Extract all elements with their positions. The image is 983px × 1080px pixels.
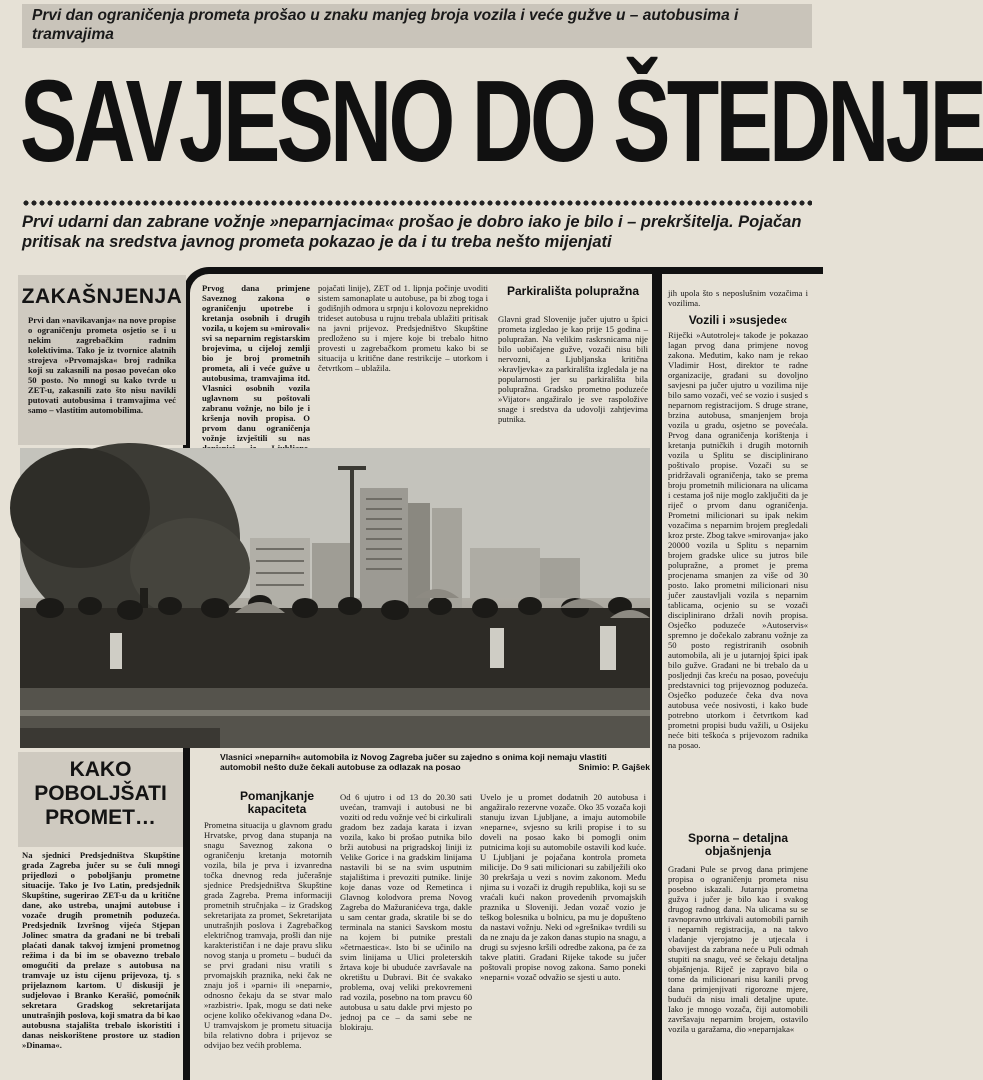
column-three: pojačati linije), ZET od 1. lipnja počinje uvoditi sistem samonaplate u autobuse, pa bi zbog toga i godišnjih odmora u srpnju i kolovozu neprekidno trideset autobusa u rujnu trebala ublažiti pritisak na javni prijevoz. Predsjedništvo Skupštine predloženo su i mjere koje bi trebalo hitno provesti u zagrebačkom prometu kako bi se situacija u kritične dane restrikcije – utorkom i četvrtkom – ublažila. [318,283,488,373]
vozili-lead: jih upola što s neposlušnim vozačima i vozilima. [668,288,808,308]
dotted-rule [22,198,812,208]
sporna-title: Sporna – detaljna objašnjenja [687,831,789,858]
ljubljana-column: Uvelo je u promet dodatnih 20 autobusa i angažiralo rezervne vozače. Oko 35 vozača koji stanuju izvan Ljubljane, a imaju automobile »neparne«, svjesno su krili propise i to su doveli na posao kako bi pomogli onim putnicima koji su automobile ostavili kod kuće. U Ljubljani je pojačana kontrola prometa milicije. Do 9 sati milicionari su zabilježili oko 30 prekršaja u vezi s novim zakonom. Među njima su i vozači iz drugih republika, koji su se vraćali kući nakon provedenih prvomajskih praznika u Sloveniji. Jedan vozač vozio je teškog bolesnika u bolnicu, pa mu je dopušteno da nastavi vožnju. Neki od »grešnika« tvrdili su da ne znaju da je zakon danas stupio na snagu, a drugi su svjesno kršili odredbe zakona, pa će za takve platiti. Građani Rijeke takođe su jučer poštovali propise novog zakona. Samo poneki »neparni« vozač odvažio se sjesti u auto. [480,792,646,982]
vozili-body: Riječki »Autotrolej« takođe je pokazao lagan prvog dana primjene novog zakona. Međutim, kako nam je rekao Vladimir Host, direktor te radne organizacije, građani su dovoljno savjesni pa jučer ujutro u vozilima nije bilo samo vozači, već se vozio i susjed s neparnom registracijom. S druge strane, brzina autobusa, smanjenjem broja vozila u gradu, osjetno se povećala. Prvog dana ograničenja korištenja i kretanja putničkih i drugih motornih vozila u Splitu se disciplinirano poštivalo propise. Vozači su se pridržavali ograničenja, tako se prema broju prometnih milicionara na ulicama i cestama još nije moglo zaključiti da je riječ o prvom danu ograničenja. Prometni milicionari su ipak nekim vozačima s neparnim brojem pregledali kroz prste. Zbog takve »mirovanja« jako 20000 vozila u Splitu s neparnim brojem gradske ulice su jutros bile polupražne, a promet je prema procjenama smanjen za više od 30 posto. Iako prometni milicionari nisu jučer zaustavljali vozila s neparnim tablicama, ocjenio su se vozači disciplinirano držali novih propisa. Osječko poduzeće »Autoservis« spremno je dočekalo zabranu vožnje za 50 posto registriranih osobnih automobila, ali je u jutarnjoj špici ipak bilo gužve. Građani ne bi trebalo da u posljednji čas kreću na posao, povećuju predstavnici tog prijevoznog poduzeća. Osječko poduzeće čeka dva nova autobusa veće nosivosti, i kako bude potrebno utorkom i četvrtkom kad prometni propisi budu važili, u Osijeku neće biti teškoća s prijevozom radnika na posao. [668,330,808,750]
middle-column: Od 6 ujutro i od 13 do 20.30 sati uvećan, tramvaji i autobusi ne bi voziti od redu vožnje već bi cirkulirali gradom bez zadaja karata i izvan vozila, kako bi prošao putnika bilo brži autobusi na prigradskoj liniji iz Velike Gorice i na gradskim linijama nastavili bi se na svim usputnim stajalištima i prevoziti putnike. linije koje danas voze od Remetinca i Glavnog kolodvora prema Novog Zagreba do Mažuranićeva trga, dakle u sam centar grada, skratile bi se do terminala na stanici Savskom mostu na kojem bi putnike prestali »četrnaestica«. Isto bi se učinilo na svim linijama u Ulici proleterskih žrtava koje bi ubuduće završavale na okretištu u Dubravi. Bit će svakako problema, ovaj veliki prekovremeni rad vozila, posebno na tom pravcu 60 autobusa u satu dakle prvi mjesto po jednoj pa ce – da sami sebe ne blokiraju. [340,792,472,1032]
parkiralista-body: Glavni grad Slovenije jučer ujutro u špici prometa izgledao je kao prije 15 godina – polupražan. Na velikim raskrsnicama nije bilo uobičajene gužve, vozači nisu bili nervozni, a Ljubljanska kritična »kravljevka« za parkirališta izgledala je na popularnosti jer su parkirališta bila polupražna. Gradsko prometno poduzeće »Vijator« angažiralo je sve raspoložive snage i sredstva da udovolji zahtjevima putnika. [498,314,648,424]
deck-subheadline: Prvi udarni dan zabrane vožnje »neparnjacima« prošao je dobro iako je bilo i – prekršitelja. Pojačan pritisak na sredstva javnog prometa pokazao je da i tu treba nešto mijenjati [22,213,802,251]
caption-credit: Snimio: P. Gajšek [578,762,650,772]
photo-caption [220,752,650,772]
vozili-title: Vozili i »susjede« [688,313,788,327]
story-frame-divider [652,267,662,1080]
caption-text: Vlasnici »neparnih« automobila iz Novog Zagreba jučer su zajedno s onima koji nemaju vlastiti automobil nešto duže čekali autobuse za odlazak na posao [220,752,607,772]
zakasnjenja-box [18,275,186,445]
headline: SAVJESNO DO ŠTEDNJE [20,56,983,186]
news-photo [20,448,650,748]
sporna-body: Građani Pule se prvog dana primjene propisa o ograničenju prometa nisu posebno iskazali. Jutarnja prometna gužva i jučer je bilo kao i svakog drugog radnog dana. Na ulicama su se ravnopravno utrkivali automobili parnih i neparnih registracija, a na takvo vladanje vjerojatno je utjecala i obavijest da zabrana neće u Puli odmah stupiti na snagu, već se čekaju detaljna objašnjenja. Riječ je zapravo bila o tome da milicionari nisu kanili prvog dana primjenjivati rigorozne mjere, budući da nisu imali detaljne upute. Iako je mnogo vozača, čiji automobili završavaju neparnim brojem, ostavilo vozila u garažama, dio »neparnjaka« [668,864,808,1034]
kicker-text: Prvi dan ograničenja prometa prošao u znaku manjeg broja vozila i veće gužve u – autobusima i tramvajima [32,7,739,43]
kako-title: KAKO POBOLJŠATI PROMET… [34,758,167,829]
kako-body: Na sjednici Predsjedništva Skupštine grada Zagreba jučer su se čuli mnogi prijedlozi o poboljšanju prometne situacije. Tako je Ivo Latin, predsjednik Skupštine, sugerirao ZET-u da u kritične dane, ako ustreba, unajmi autobuse i vozače drugih prometnih poduzeća. Predsjednik Izvršnog vijeća Stjepan Jolinec smatra da građani ne bi trebali plaćati danak takvoj izmjeni prometnog režima i da bi im se obavezno trebalo omogućiti da prelaze s autobusa na tramvaje uz istu cijenu prijevoza, tj. s prijelaznom kartom. U diskusiji je sudjelovao i Branko Kerašić, pomoćnik sekretara Gradskog sekretarijata unutrašnjih poslova, koji smatra da bi kao autobusna stajališta trebalo iskoristiti i danas neiskorištene prostore uz stadion »Dinama«. [22,850,180,1050]
pomanjkanje-body: Prometna situacija u glavnom gradu Hrvatske, prvog dana stupanja na snagu Saveznog zakona o ograničenju kretanja motornih vozila, bila je prva i izvanredna točka dnevnog reda jučerašnje sjednice Predsjedništva Skupštine grada Zagreba. Prema informaciji prometnih stručnjaka – iz Gradskog sekretarijata za promet, Sekretarijata unutrašnjih poslova i Zagrebačkog električnog tramvaja, prošli dan nije karakterističan i ne daje pravu sliku novog stanja u prometu – budući da se prvi gradani nisu vratili s prvomajskih praznika, neki čak ne znaju još i »parni« ili »neparni«, odnosno čekaju da se stvar malo »razbistri«. Ipak, mogu se dati neke ocjene koliko očekivanog »dana D«. U tramvajskom je prometu situacija bila relativno dobra i prijevoz se odvijao bez većih problema. [204,820,332,1050]
zakasnjenja-body: Prvi dan »navikavanja« na nove propise o ograničenju prometa osjetio se i u nekim zagrebačkim radnim kolektivima. Tako je iz tvornice alatnih strojeva »Prvomajska« broj radnika koji su zakasnili na posao povećan oko 50 posto. No mnogi su kako tvrde u ZET-u, zakasnili zato što nisu navikli putovati autobusima i tramvajima već samo – vlastitim automobilima. [28,315,176,415]
parkiralista-title: Parkirališta polupražna [506,284,640,298]
pomanjkanje-title: Pomanjkanje kapaciteta [239,789,315,816]
intro-column: Prvog dana primjene Saveznog zakona o ograničenju upotrebe i kretanja osobnih i drugih vozila, u kojem su »mirovali« svi sa neparnim registarskim brojevima, u cijeloj zemlji bio je broj prometnih prometa, ali i veće gužve u autobusima, tramvajima itd. Vlasnici osobnih vozila uglavnom su poštovali zabranu vožnje, no bilo je i kršenja novih propisa. O prvom danu ograničenja vožnje izvještili su nas [202,283,310,443]
news-photo-illustration [20,448,650,748]
zakasnjenja-title: ZAKAŠNJENJA [21,285,183,308]
kicker-box [22,4,812,48]
kako-box [18,752,183,847]
